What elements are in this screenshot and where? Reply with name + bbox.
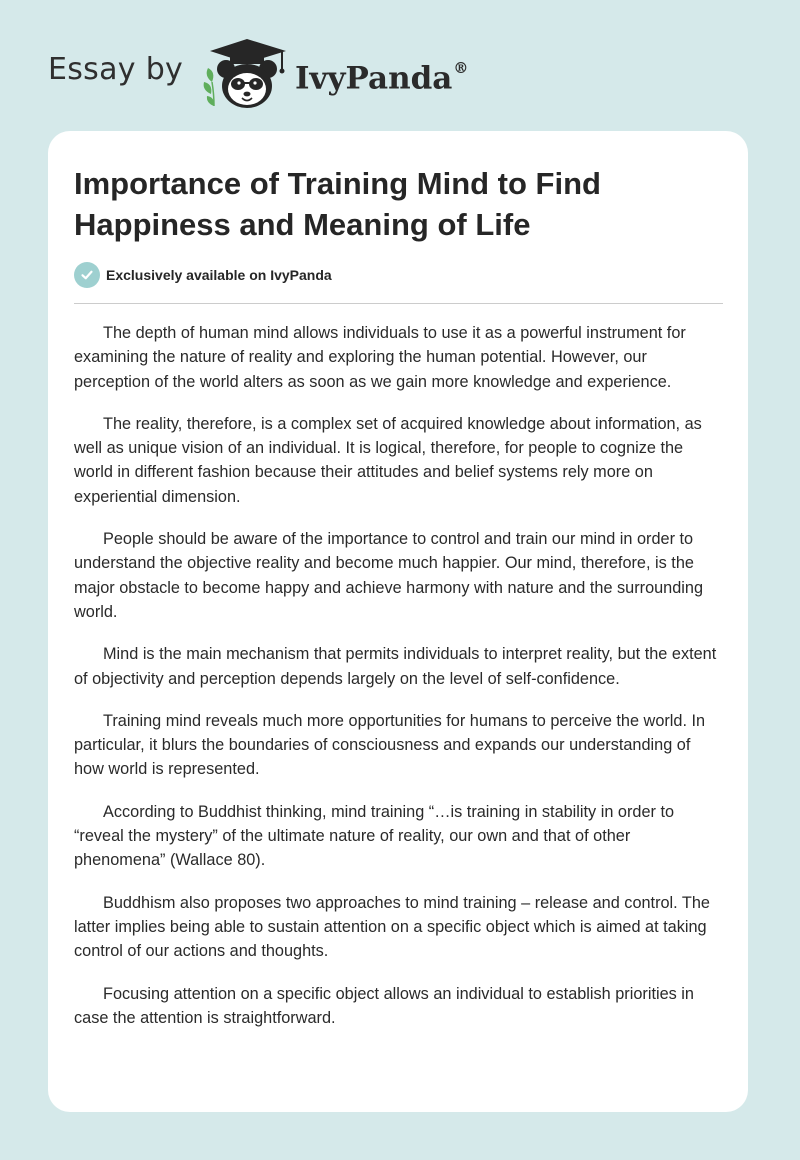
brand-name-text: IvyPanda [295,60,453,97]
paragraph: Focusing attention on a specific object allows an individual to establish priorities in case the attention is straightforward. [74,984,694,1027]
brand-name [295,52,468,98]
checkmark-icon [74,262,100,288]
essay-title: Importance of Training Mind to Find Happiness and Meaning of Life [74,166,601,242]
paragraph: Training mind reveals much more opportunities for humans to perceive the world. In particular, it blurs the boundaries of consciousness and expands our understanding of how world is represented. [74,711,706,779]
paragraph: According to Buddhist thinking, mind training “…is training in stability in order to “reveal the mystery” of the ultimate nature of reality, our own and that of other phenomena” (Wallace 80). [74,802,675,870]
essay-by-label: Essay by [48,52,184,87]
panda-graduation-cap-icon [200,36,292,112]
paragraph: The reality, therefore, is a complex set of acquired knowledge about information, as well as unique vision of an individual. It is logical, therefore, for people to cognize the world in different fashion because their attitudes and belief systems rely more on experiential dimension. [74,414,702,506]
site-header [0,0,800,120]
paragraph: Mind is the main mechanism that permits individuals to interpret reality, but the extent of objectivity and perception depends largely on the level of self-confidence. [74,645,717,688]
paragraph: Buddhism also proposes two approaches to mind training – release and control. The latter implies being able to sustain attention on a specific object which is aimed at taking control of our actions and thoughts. [74,893,710,961]
essay-card [48,131,748,1112]
paragraph: People should be aware of the importance to control and train our mind in order to understand the objective reality and become much happier. Our mind, therefore, is the major obstacle to become happy and achieve harmony with nature and the surrounding world. [74,530,704,621]
exclusive-badge-label: Exclusively available on IvyPanda [106,267,332,283]
essay-body [74,321,724,1048]
paragraph: The depth of human mind allows individuals to use it as a powerful instrument for examining the nature of reality and exploring the human potential. However, our perception of the world alters as soon as we gain more knowledge and experience. [74,324,686,391]
registered-mark: ® [453,59,469,77]
exclusive-badge [74,262,332,288]
title-divider [74,303,723,304]
